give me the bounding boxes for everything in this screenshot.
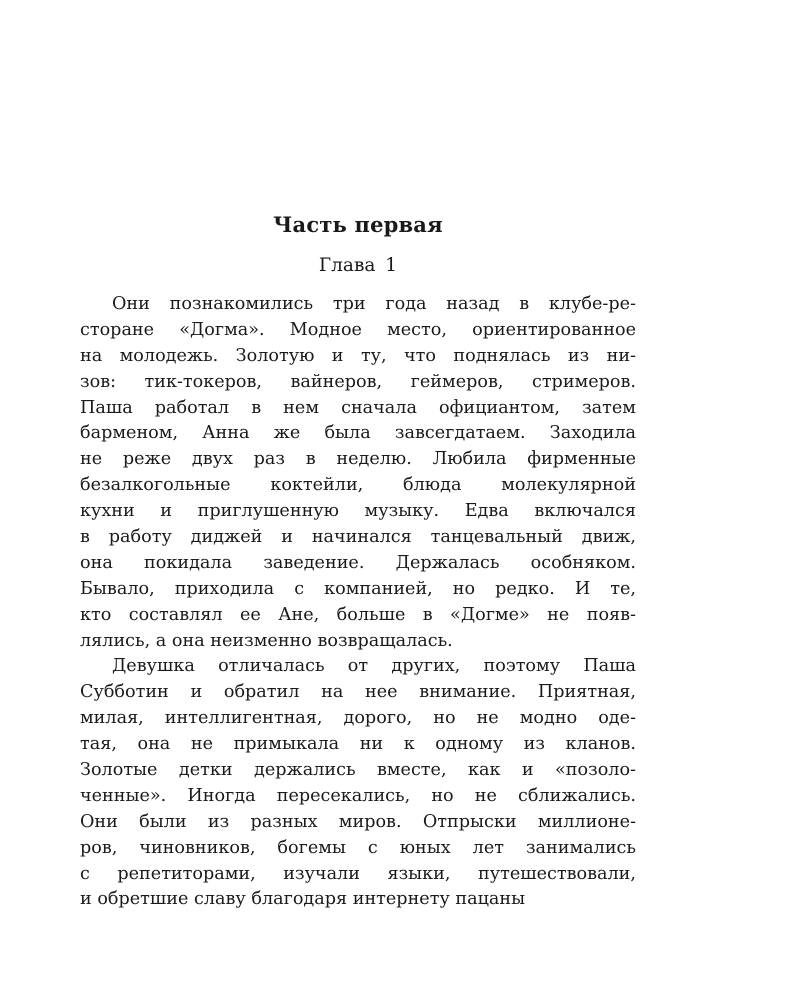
text-line: в работу диджей и начинался танцевальный движ, bbox=[80, 527, 636, 548]
text-line: ченные». Иногда пересекались, но не сближались. bbox=[80, 785, 636, 806]
text-line: сторане «Догма». Модное место, ориентированное bbox=[80, 319, 636, 340]
text-line: безалкогольные коктейли, блюда молекулярной bbox=[80, 475, 636, 496]
text-line: ров, чиновников, богемы с юных лет занимались bbox=[80, 837, 636, 858]
text-line: лялись, а она неизменно возвращалась. bbox=[80, 630, 453, 651]
text-line: Паша работал в нем сначала официантом, затем bbox=[80, 397, 636, 418]
text-line: милая, интеллигентная, дорого, но не модно оде- bbox=[80, 708, 636, 729]
text-line: она покидала заведение. Держалась особняком. bbox=[80, 552, 636, 573]
chapter-title: Глава 1 bbox=[318, 255, 398, 276]
text-line: кухни и приглушенную музыку. Едва включался bbox=[80, 501, 636, 522]
text-line: на молодежь. Золотую и ту, что поднялась из ни- bbox=[80, 345, 636, 366]
text-line: Золотые детки держались вместе, как и «позоло- bbox=[80, 760, 636, 781]
text-line: с репетиторами, изучали языки, путешествовали, bbox=[80, 863, 636, 884]
part-title: Часть первая bbox=[273, 212, 443, 237]
text-line: Они познакомились три года назад в клубе-ре- bbox=[112, 294, 636, 314]
text-line: кто составлял ее Ане, больше в «Догме» не появ- bbox=[80, 604, 636, 625]
chapter-text bbox=[80, 292, 636, 913]
text-line: Девушка отличалась от других, поэтому Паша bbox=[112, 656, 636, 677]
text-line: не реже двух раз в неделю. Любила фирменные bbox=[80, 449, 636, 470]
book-page bbox=[80, 0, 636, 1000]
paragraph bbox=[80, 292, 636, 654]
text-line: Субботин и обратил на нее внимание. Приятная, bbox=[80, 682, 636, 703]
text-line: барменом, Анна же была завсегдатаем. Заходила bbox=[80, 423, 636, 444]
text-line: Бывало, приходила с компанией, но редко. И те, bbox=[80, 578, 636, 599]
text-line: тая, она не примыкала ни к одному из кланов. bbox=[80, 734, 636, 755]
text-line: зов: тик-токеров, вайнеров, геймеров, стримеров. bbox=[80, 371, 636, 392]
text-line: и обретшие славу благодаря интернету пацаны bbox=[80, 889, 526, 910]
text-line: Они были из разных миров. Отпрыски миллионе- bbox=[80, 811, 636, 832]
paragraph bbox=[80, 654, 636, 913]
